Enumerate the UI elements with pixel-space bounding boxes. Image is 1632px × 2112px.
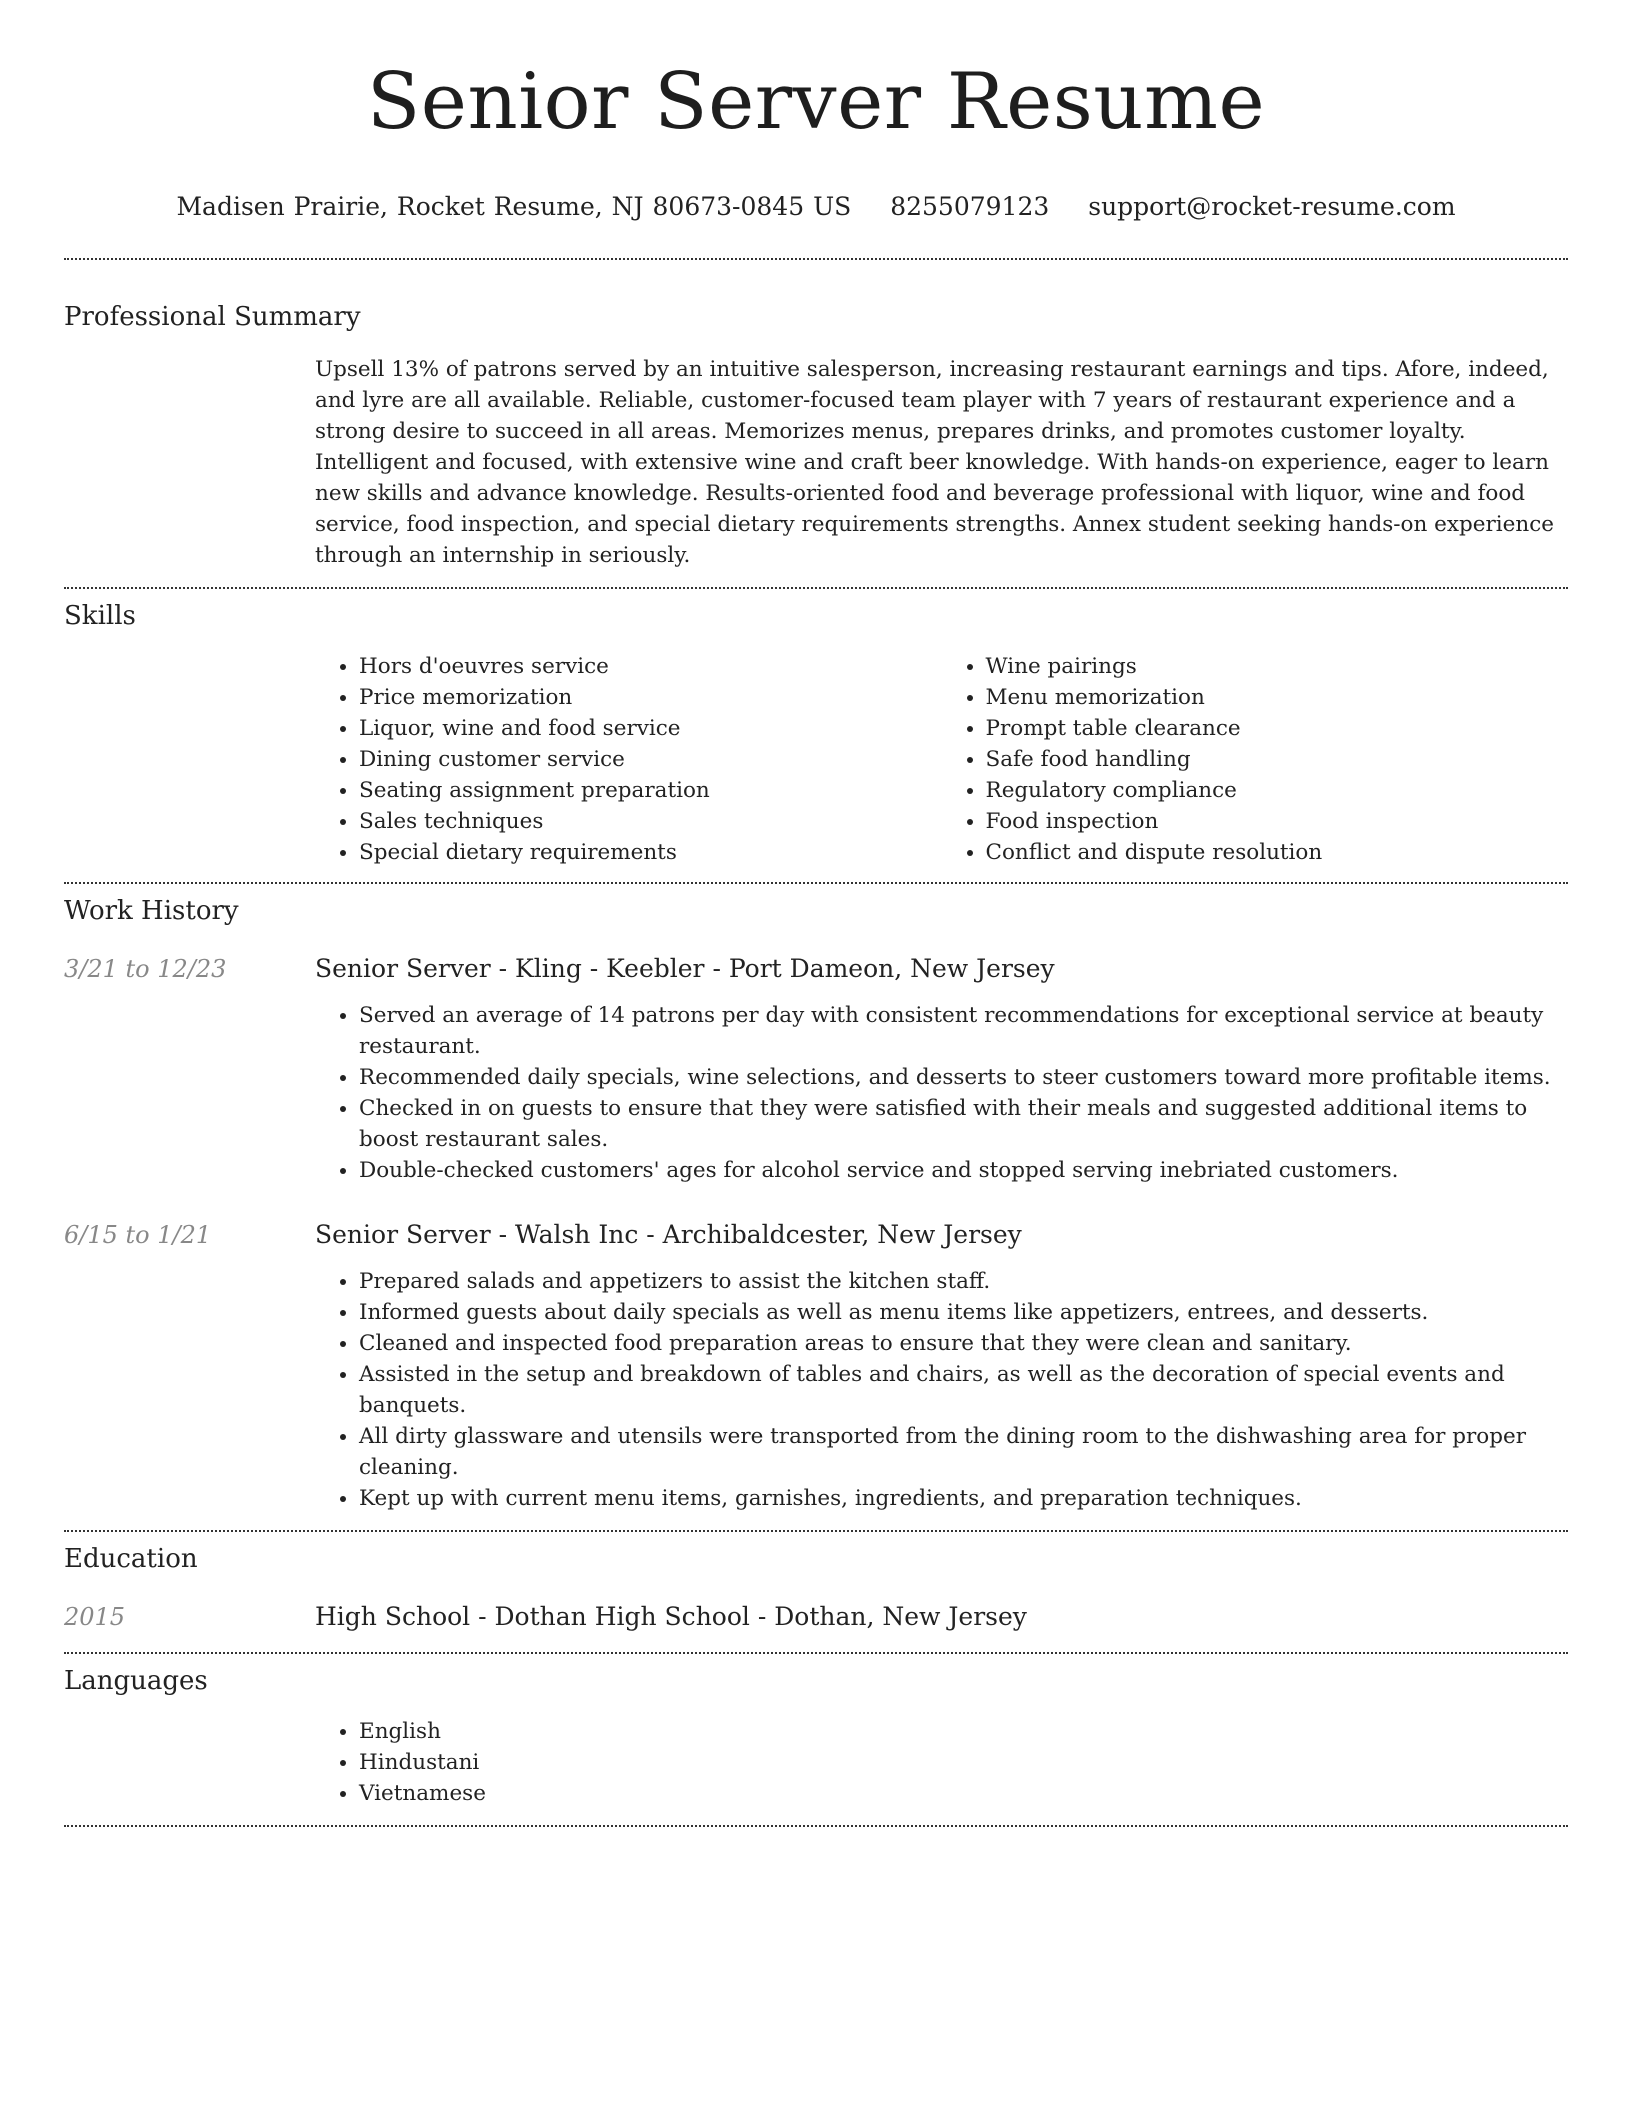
skill-item: • Regulatory compliance: [986, 775, 1569, 806]
summary-text: Upsell 13% of patrons served by an intuitive salesperson, increasing restaurant earnings and tips. Afore, indeed, and lyre are all available. Reliable, customer-focused team player with 7 years of restaurant experience and a strong desire to succeed in all areas. Memorizes menus, prepares drinks, and promotes customer loyalty. Intelligent and focused, with extensive wine and craft beer knowledge. With hands-on experience, eager to learn new skills and advance knowledge. Results-oriented food and beverage professional with liquor, wine and food service, food inspection, and special dietary requirements strengths. Annex student seeking hands-on experience through an internship in seriously.: [315, 357, 1555, 568]
job-dates: 3/21 to 12/23: [64, 955, 227, 983]
language-item: • English: [359, 1716, 1568, 1747]
contact-line: [64, 190, 1568, 224]
job-entry-header: [64, 952, 1568, 986]
job-title: Senior Server - Kling - Keebler - Port Dameon, New Jersey: [315, 954, 1055, 983]
section-title-education: Education: [64, 1544, 198, 1574]
skill-item: • Seating assignment preparation: [359, 775, 942, 806]
job-bullet: • Assisted in the setup and breakdown of tables and chairs, as well as the decoration of special events and banquets.: [359, 1359, 1568, 1421]
language-item: • Hindustani: [359, 1747, 1568, 1778]
skill-item: • Food inspection: [986, 806, 1569, 837]
divider: [64, 882, 1568, 884]
job-bullet: • Served an average of 14 patrons per day with consistent recommendations for exceptional service at beauty restaurant.: [359, 1000, 1568, 1062]
languages-list: [315, 1716, 1568, 1809]
job-bullet-list: [315, 1000, 1568, 1186]
divider: [64, 1530, 1568, 1532]
divider: [64, 587, 1568, 589]
skill-item: • Dining customer service: [359, 744, 942, 775]
job-title: Senior Server - Walsh Inc - Archibaldcester, New Jersey: [315, 1220, 1022, 1249]
job-bullet: • Double-checked customers' ages for alcohol service and stopped serving inebriated customers.: [359, 1155, 1568, 1186]
divider: [64, 1652, 1568, 1654]
skill-item: • Special dietary requirements: [359, 837, 942, 868]
job-details: [315, 1266, 1568, 1514]
section-title-skills: Skills: [64, 601, 136, 631]
job-entry-header: [64, 1218, 1568, 1252]
job-bullet-list: [315, 1266, 1568, 1514]
section-title-summary: Professional Summary: [64, 302, 361, 332]
language-item: • Vietnamese: [359, 1778, 1568, 1809]
languages-block: [315, 1716, 1568, 1809]
skill-item: • Liquor, wine and food service: [359, 713, 942, 744]
skill-item: • Safe food handling: [986, 744, 1569, 775]
skill-item: • Price memorization: [359, 682, 942, 713]
contact-email: support@rocket-resume.com: [1088, 192, 1456, 221]
job-details: [315, 1000, 1568, 1186]
education-entry: [64, 1600, 1568, 1634]
job-dates: 6/15 to 1/21: [64, 1221, 212, 1249]
skill-item: • Menu memorization: [986, 682, 1569, 713]
skills-grid: [315, 651, 1568, 868]
job-bullet: • Kept up with current menu items, garnishes, ingredients, and preparation techniques.: [359, 1483, 1568, 1514]
contact-address: Madisen Prairie, Rocket Resume, NJ 80673-0845 US: [176, 192, 852, 221]
job-bullet: • Prepared salads and appetizers to assist the kitchen staff.: [359, 1266, 1568, 1297]
resume-title: Senior Server Resume: [366, 57, 1266, 147]
section-title-languages: Languages: [64, 1666, 208, 1696]
contact-phone: 8255079123: [890, 192, 1050, 221]
education-year: 2015: [64, 1603, 126, 1631]
skill-item: • Conflict and dispute resolution: [986, 837, 1569, 868]
summary-block: [315, 354, 1568, 571]
job-bullet: • Recommended daily specials, wine selections, and desserts to steer customers toward more profitable items.: [359, 1062, 1568, 1093]
divider: [64, 258, 1568, 260]
job-bullet: • Cleaned and inspected food preparation areas to ensure that they were clean and sanitary.: [359, 1328, 1568, 1359]
job-bullet: • Informed guests about daily specials as well as menu items like appetizers, entrees, and desserts.: [359, 1297, 1568, 1328]
skills-list-left: [315, 651, 942, 868]
skill-item: • Hors d'oeuvres service: [359, 651, 942, 682]
job-bullet: • All dirty glassware and utensils were transported from the dining room to the dishwashing area for proper cleaning.: [359, 1421, 1568, 1483]
skill-item: • Sales techniques: [359, 806, 942, 837]
divider: [64, 1825, 1568, 1827]
section-title-work: Work History: [64, 896, 239, 926]
skill-item: • Wine pairings: [986, 651, 1569, 682]
job-bullet: • Checked in on guests to ensure that they were satisfied with their meals and suggested additional items to boost restaurant sales.: [359, 1093, 1568, 1155]
skill-item: • Prompt table clearance: [986, 713, 1569, 744]
education-title: High School - Dothan High School - Dothan, New Jersey: [315, 1602, 1027, 1631]
skills-list-right: [942, 651, 1569, 868]
